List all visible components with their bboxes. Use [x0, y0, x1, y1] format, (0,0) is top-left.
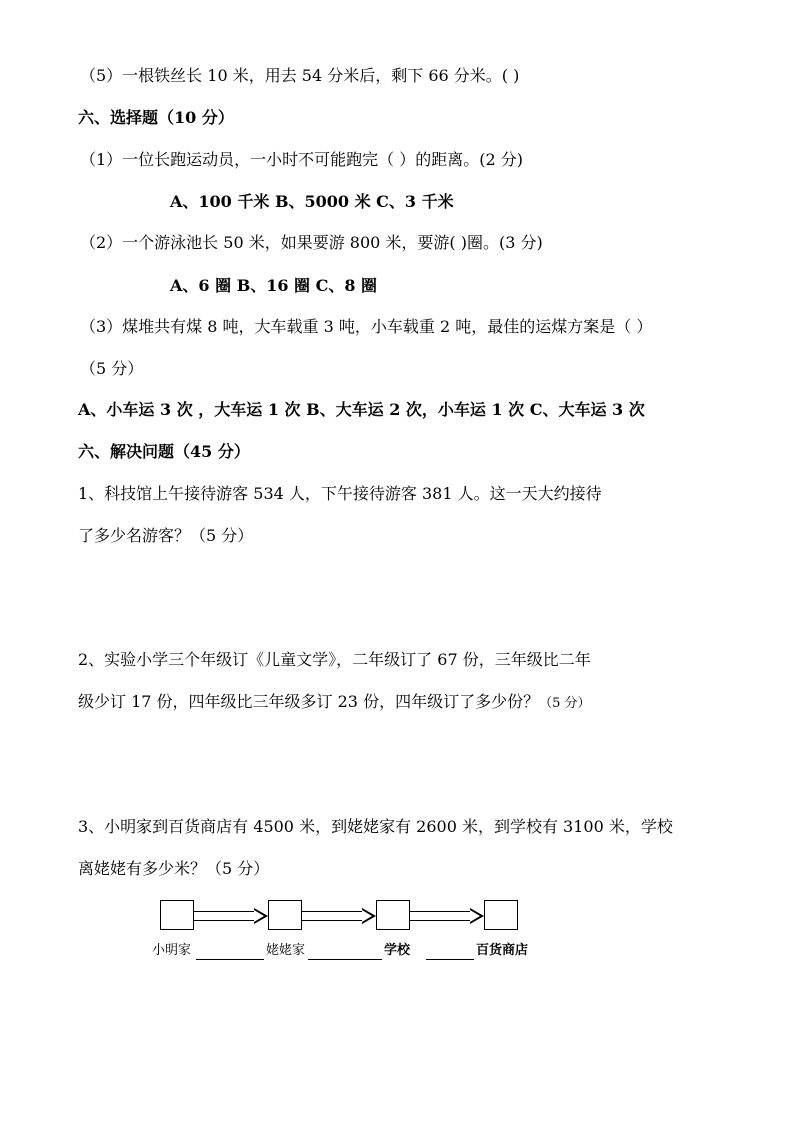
- label-grandma-home: 姥姥家: [266, 943, 306, 958]
- problem-1-line-2: 了多少名游客？（5 分）: [78, 526, 254, 545]
- question-5-true-false: （5）一根铁丝长 10 米，用去 54 分米后，剩下 66 分米。( ): [80, 66, 520, 85]
- arrow-right-icon: [302, 911, 376, 921]
- problem-3-line-2: 离姥姥有多少米？（5 分）: [78, 859, 270, 878]
- blank-line: [426, 959, 474, 960]
- problem-1-line-1: 1、科技馆上午接待游客 534 人，下午接待游客 381 人。这一天大约接待: [78, 484, 602, 503]
- problem-3-line-1: 3、小明家到百货商店有 4500 米，到姥姥家有 2600 米，到学校有 3100 米，学校: [78, 817, 673, 836]
- label-xiaoming-home: 小明家: [152, 943, 192, 958]
- box-grandma-home: [268, 900, 302, 930]
- blank-line: [196, 959, 264, 960]
- problem-2-line-1: 2、实验小学三个年级订《儿童文学》，二年级订了 67 份，三年级比二年: [78, 650, 591, 669]
- mc-options-3: A、小车运 3 次 ，大车运 1 次 B、大车运 2 次，小车运 1 次 C、大车运 3 次: [78, 400, 645, 419]
- mc-options-2: A、6 圈 B、16 圈 C、8 圈: [170, 276, 378, 295]
- problem-2-text: 级少订 17 份，四年级比三年级多订 23 份，四年级订了多少份？: [78, 692, 540, 711]
- box-department-store: [484, 900, 518, 930]
- mc-score-3: （5 分）: [80, 359, 144, 378]
- blank-line: [308, 959, 382, 960]
- arrow-right-icon: [194, 911, 268, 921]
- box-xiaoming-home: [160, 900, 194, 930]
- section-6b-title: 六、解决问题（45 分）: [78, 442, 250, 461]
- box-school: [376, 900, 410, 930]
- mc-question-2: （2）一个游泳池长 50 米，如果要游 800 米，要游( )圈。(3 分): [80, 233, 543, 252]
- mc-question-1: （1）一位长跑运动员，一小时不可能跑完（ ）的距离。(2 分): [80, 150, 524, 169]
- mc-question-3: （3）煤堆共有煤 8 吨，大车载重 3 吨，小车载重 2 吨，最佳的运煤方案是（ ）: [80, 317, 653, 336]
- problem-2-score: （5 分）: [539, 696, 591, 711]
- label-school: 学校: [384, 943, 411, 958]
- label-department-store: 百货商店: [476, 943, 529, 958]
- arrow-right-icon: [410, 911, 484, 921]
- section-6-title: 六、选择题（10 分）: [78, 108, 234, 127]
- mc-options-1: A、100 千米 B、5000 米 C、3 千米: [170, 192, 454, 211]
- problem-2-line-2: [78, 692, 590, 714]
